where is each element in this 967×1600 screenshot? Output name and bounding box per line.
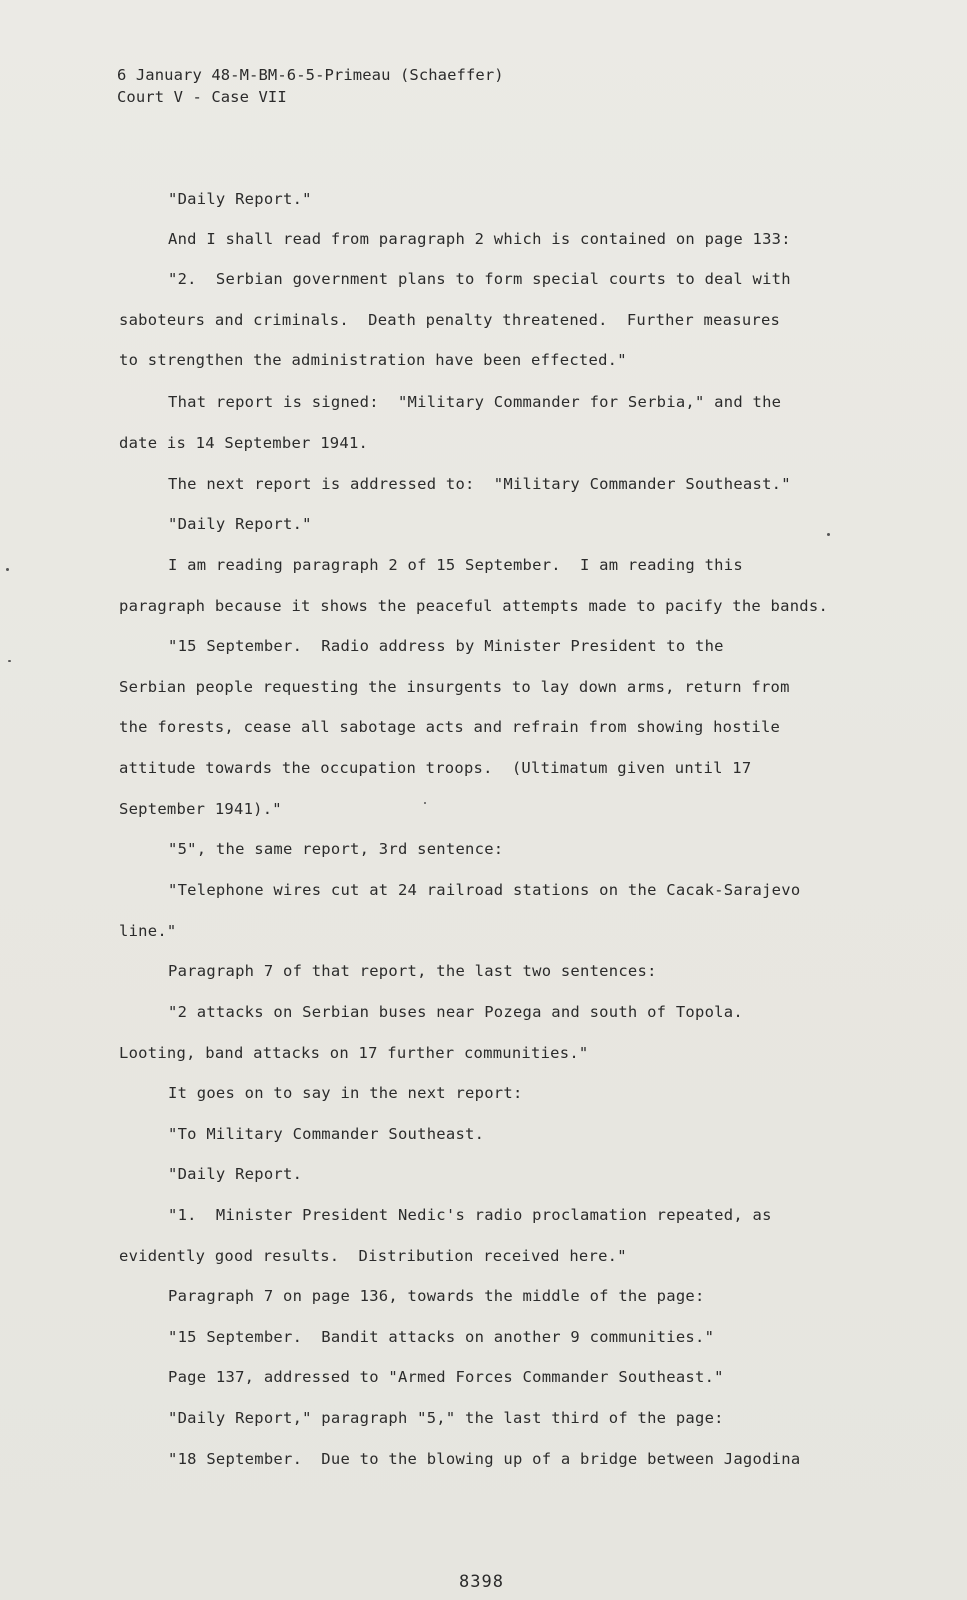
- text-line: "18 September. Due to the blowing up of a bridge between Jagodina: [168, 1450, 801, 1468]
- text-line: attitude towards the occupation troops. (Ultimatum given until 17: [119, 759, 752, 777]
- text-line: Serbian people requesting the insurgents to lay down arms, return from: [119, 678, 790, 696]
- text-line: It goes on to say in the next report:: [168, 1084, 523, 1102]
- text-line: Paragraph 7 on page 136, towards the middle of the page:: [168, 1287, 705, 1305]
- document-header: [117, 64, 504, 108]
- text-line: And I shall read from paragraph 2 which is contained on page 133:: [168, 230, 791, 248]
- text-line: Paragraph 7 of that report, the last two sentences:: [168, 962, 657, 980]
- text-line: "Daily Report," paragraph "5," the last third of the page:: [168, 1409, 724, 1427]
- text-line: That report is signed: "Military Commander for Serbia," and the: [168, 393, 782, 411]
- text-line: "1. Minister President Nedic's radio proclamation repeated, as: [168, 1206, 772, 1224]
- header-line-date-reference: 6 January 48-M-BM-6-5-Primeau (Schaeffer): [117, 66, 504, 84]
- text-line: "Daily Report.": [168, 190, 312, 208]
- text-line: saboteurs and criminals. Death penalty threatened. Further measures: [119, 311, 781, 329]
- text-line: I am reading paragraph 2 of 15 September. I am reading this: [168, 556, 743, 574]
- paper-speck: [827, 533, 830, 536]
- text-line: to strengthen the administration have been effected.": [119, 351, 627, 369]
- text-line: date is 14 September 1941.: [119, 434, 369, 452]
- text-line: "Daily Report.": [168, 515, 312, 533]
- header-line-court-case: Court V - Case VII: [117, 88, 287, 106]
- text-line: "Daily Report.: [168, 1165, 303, 1183]
- text-line: September 1941).": [119, 800, 282, 818]
- page-number: 8398: [459, 1572, 504, 1592]
- text-line: "2. Serbian government plans to form special courts to deal with: [168, 270, 791, 288]
- text-line: The next report is addressed to: "Military Commander Southeast.": [168, 475, 791, 493]
- text-line: "Telephone wires cut at 24 railroad stations on the Cacak-Sarajevo: [168, 881, 801, 899]
- paper-speck: [424, 802, 426, 804]
- text-line: evidently good results. Distribution received here.": [119, 1247, 627, 1265]
- text-line: line.": [119, 922, 177, 940]
- text-line: Looting, band attacks on 17 further communities.": [119, 1044, 589, 1062]
- text-line: "15 September. Radio address by Minister President to the: [168, 637, 724, 655]
- text-line: Page 137, addressed to "Armed Forces Commander Southeast.": [168, 1368, 724, 1386]
- text-line: "To Military Commander Southeast.: [168, 1125, 485, 1143]
- text-line: paragraph because it shows the peaceful attempts made to pacify the bands.: [119, 597, 829, 615]
- paper-speck: [8, 660, 11, 662]
- text-line: "5", the same report, 3rd sentence:: [168, 840, 504, 858]
- text-line: the forests, cease all sabotage acts and refrain from showing hostile: [119, 718, 781, 736]
- paper-speck: [6, 568, 9, 571]
- text-line: "15 September. Bandit attacks on another 9 communities.": [168, 1328, 715, 1346]
- text-line: "2 attacks on Serbian buses near Pozega and south of Topola.: [168, 1003, 743, 1021]
